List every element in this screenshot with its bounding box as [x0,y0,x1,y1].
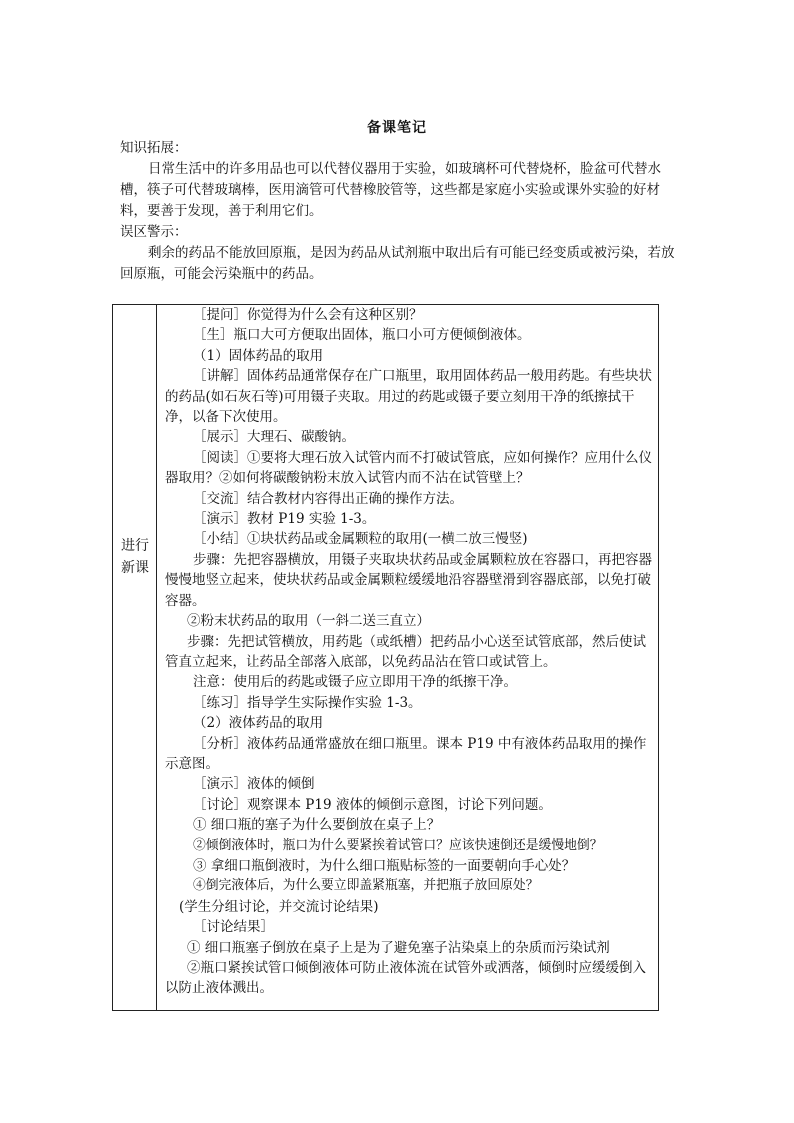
content-line: ［阅读］①要将大理石放入试管内而不打破试管底，应如何操作？应用什么仪器取用？②如何将碳酸钠粉末放入试管内而不沾在试管壁上？ [165,449,652,487]
content-line: （2）液体药品的取用 [193,715,324,732]
content-line: ［交流］结合教材内容得出正确的操作方法。 [193,490,463,507]
section-heading: 知识拓展： [120,140,188,156]
content-line: 步骤：先把试管横放，用药匙（或纸槽）把药品小心送至试管底部，然后使试管直立起来，让药品全部落入底部，以免药品沾在管口或试管上。 [165,633,646,670]
lesson-table [112,304,659,1011]
content-line: ［生］瓶口大可方便取出固体，瓶口小可方便倾倒液体。 [193,327,531,344]
content-line: ②倾倒液体时，瓶口为什么要紧挨着试管口？应该快速倒还是缓慢地倒？ [193,837,603,853]
content-line: 注意：使用后的药匙或镊子应立即用干净的纸擦干净。 [193,674,517,691]
content-line: ［讨论结果］ [193,919,274,936]
section-text: 剩余的药品不能放回原瓶，是因为药品从试剂瓶中取出后有可能已经变质或被污染，若放回原瓶，可能会污染瓶中的药品。 [120,245,675,282]
stage-label-line1: 进行 [121,538,149,554]
content-line: ［讨论］观察课本 P19 液体的倾倒示意图，讨论下列问题。 [193,796,552,813]
stage-column [113,305,157,1010]
content-line: （1）固体药品的取用 [193,347,324,364]
content-line: ① 细口瓶塞子倒放在桌子上是为了避免塞子沾染桌上的杂质而污染试剂 [187,939,610,956]
content-line: ［提问］你觉得为什么会有这种区别？ [193,307,423,323]
content-line: 步骤：先把容器横放，用镊子夹取块状药品或金属颗粒放在容器口，再把容器慢慢地竖立起来，使块状药品或金属颗粒缓缓地沿容器壁滑到容器底部，以免打破容器。 [165,551,652,609]
content-line: ［演示］液体的倾倒 [193,776,315,793]
content-line: ① 细口瓶的塞子为什么要倒放在桌子上？ [193,817,441,834]
content-line: ④倒完液体后，为什么要立即盖紧瓶塞，并把瓶子放回原处？ [193,878,539,894]
notes-section [120,138,675,285]
content-line: ［小结］①块状药品或金属颗粒的取用(一横二放三慢竖) [193,531,528,548]
stage-label [113,535,157,579]
content-line: ［讲解］固体药品通常保存在广口瓶里，取用固体药品一般用药匙。有些块状的药品(如石灰石等)可用镊子夹取。用过的药匙或镊子要立刻用干净的纸擦拭干净，以备下次使用。 [165,368,652,426]
page-title: 备课笔记 [367,120,427,136]
stage-label-line2: 新课 [121,560,149,576]
content-line: (学生分组讨论，并交流讨论结果) [179,898,379,915]
section-heading: 误区警示： [120,224,188,240]
section-text: 日常生活中的许多用品也可以代替仪器用于实验，如玻璃杯可代替烧杯，脸盆可代替水槽，筷子可代替玻璃棒，医用滴管可代替橡胶管等，这些都是家庭小实验或课外实验的好材料，要善于发现，善于利用它们。 [120,161,661,219]
content-line: ［练习］指导学生实际操作实验 1-3。 [193,694,422,711]
content-line: ［分析］液体药品通常盛放在细口瓶里。课本 P19 中有液体药品取用的操作示意图。 [165,735,647,772]
content-line: ③ 拿细口瓶倒液时，为什么细口瓶贴标签的一面要朝向手心处？ [193,857,576,874]
content-line: ［展示］大理石、碳酸钠。 [193,429,355,446]
content-line: ②粉末状药品的取用（一斜二送三直立） [187,613,430,630]
content-line: ②瓶口紧挨试管口倾倒液体可防止液体流在试管外或洒落，倾倒时应缓缓倒入以防止液体溅出。 [165,960,646,997]
content-line: ［演示］教材 P19 实验 1-3。 [193,511,376,528]
lesson-content [165,305,655,999]
